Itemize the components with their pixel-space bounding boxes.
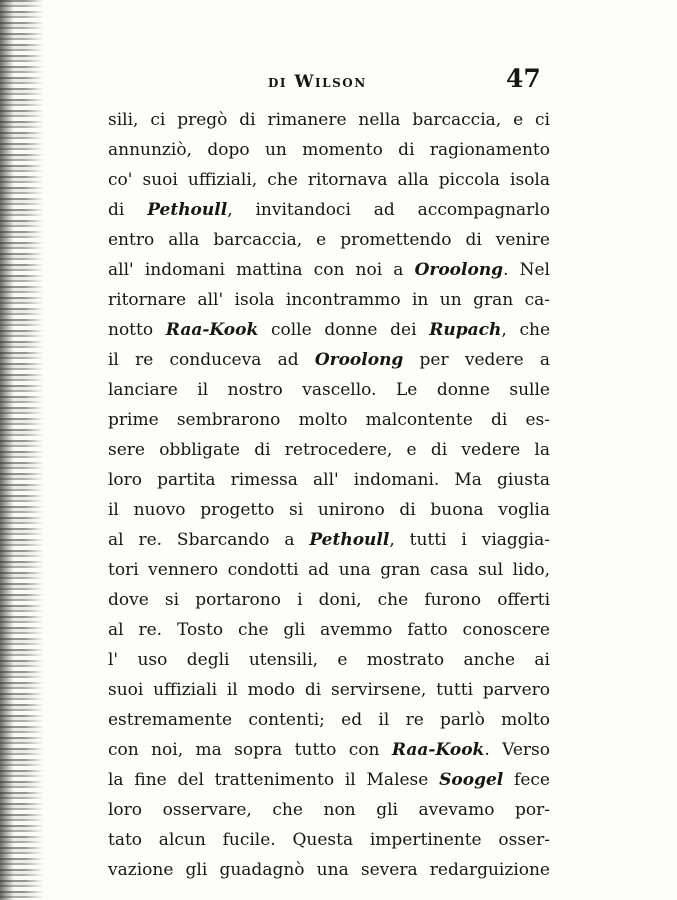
text-line: notto Raa-Kook colle donne dei Rupach, che [108,320,550,340]
text-line: entro alla barcaccia, e promettendo di venire [108,230,550,250]
text-line: al re. Sbarcando a Pethoull, tutti i viaggia- [108,530,550,550]
proper-noun: Pethoull [309,530,390,550]
text-line: co' suoi uffiziali, che ritornava alla piccola isola [108,170,550,190]
text-line: la fine del trattenimento il Malese Soogel fece [108,770,550,790]
text-line: sili, ci pregò di rimanere nella barcaccia, e ci [108,110,550,130]
text-line: ritornare all' isola incontrammo in un gran ca- [108,290,550,310]
text-line: il nuovo progetto si unirono di buona voglia [108,500,550,520]
running-head [108,66,548,96]
proper-noun: Soogel [439,770,504,790]
text-line: suoi uffiziali il modo di servirsene, tutti parvero [108,680,550,700]
text-line: vazione gli guadagnò una severa redarguizione [108,860,550,880]
text-line: lanciare il nostro vascello. Le donne sulle [108,380,550,400]
text-line: all' indomani mattina con noi a Oroolong. Nel [108,260,550,280]
text-line: tato alcun fucile. Questa impertinente osser- [108,830,550,850]
proper-noun: Pethoull [147,200,228,220]
text-line: con noi, ma sopra tutto con Raa-Kook. Verso [108,740,550,760]
running-head-title: di Wilson [268,72,367,92]
text-line: al re. Tosto che gli avemmo fatto conoscere [108,620,550,640]
page-number: 47 [506,64,541,93]
proper-noun: Raa-Kook [391,740,485,760]
text-line: il re conduceva ad Oroolong per vedere a [108,350,550,370]
text-line: sere obbligate di retrocedere, e di vedere la [108,440,550,460]
text-line: loro partita rimessa all' indomani. Ma giusta [108,470,550,490]
binding-edge-shadow [0,0,14,900]
text-line: annunziò, dopo un momento di ragionamento [108,140,550,160]
proper-noun: Raa-Kook [165,320,259,340]
text-line: dove si portarono i doni, che furono offerti [108,590,550,610]
body-text [108,105,550,885]
text-line: estremamente contenti; ed il re parlò molto [108,710,550,730]
text-line: di Pethoull, invitandoci ad accompagnarlo [108,200,550,220]
text-line: l' uso degli utensili, e mostrato anche ai [108,650,550,670]
proper-noun: Rupach [429,320,502,340]
text-line: loro osservare, che non gli avevamo por- [108,800,550,820]
proper-noun: Oroolong [414,260,504,280]
text-line: prime sembrarono molto malcontente di es- [108,410,550,430]
text-line: tori vennero condotti ad una gran casa sul lido, [108,560,550,580]
proper-noun: Oroolong [314,350,404,370]
